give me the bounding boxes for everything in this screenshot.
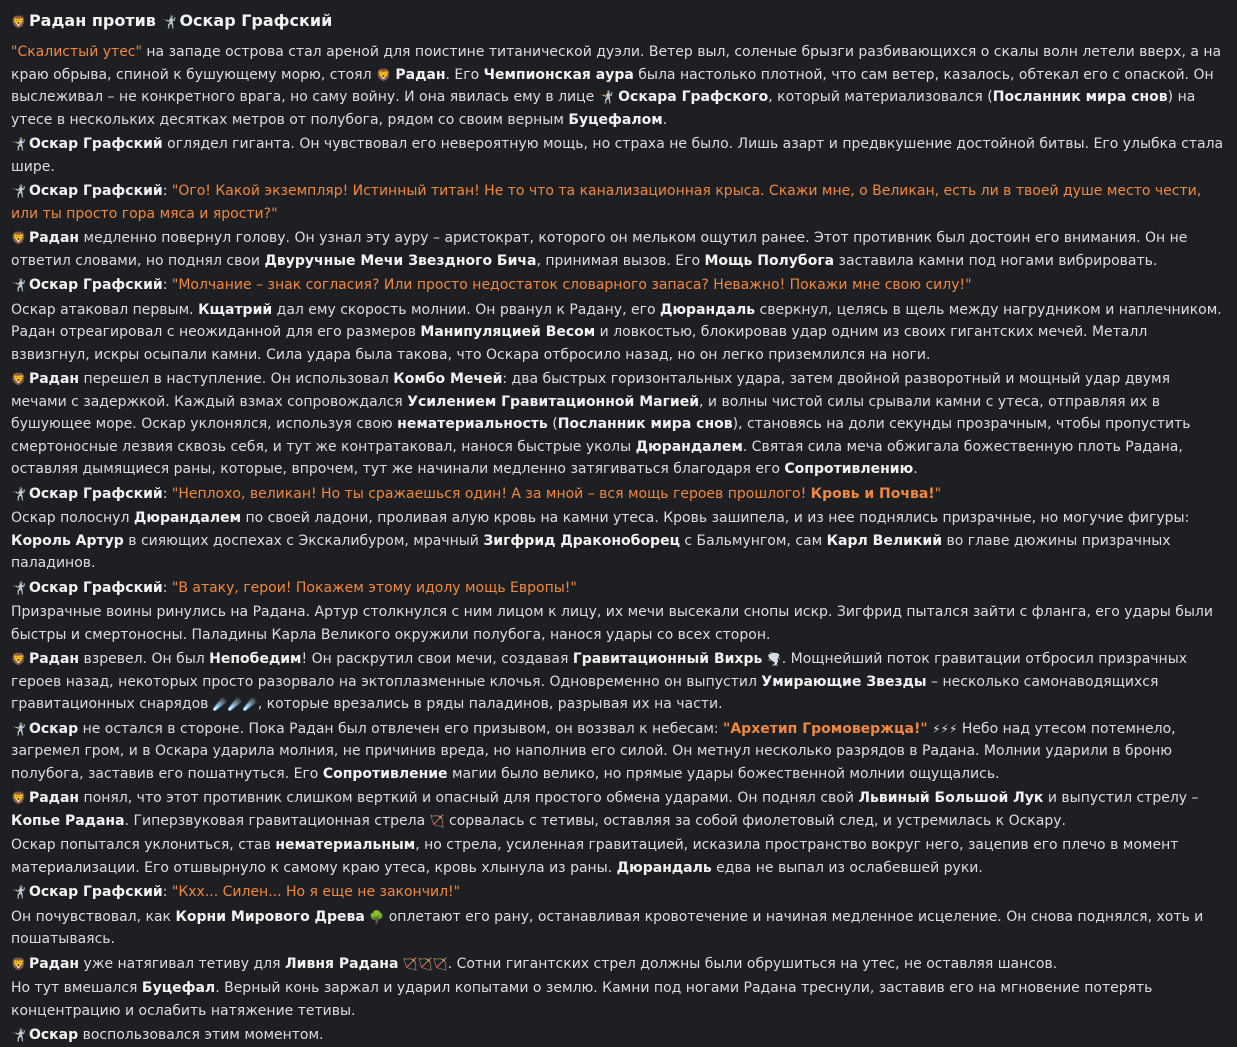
tornado-icon: 🌪️ — [766, 652, 782, 666]
bold-term: Ливня Радана — [285, 955, 399, 972]
text: , но стрела, усиленная гравитацией, исказила пространство вокруг него, зацепив его плечо в момент материализации. Его отшвырнуло к самому краю утеса, кровь хлынула из раны. — [11, 837, 1179, 876]
text: в сияющих доспехах с Экскалибуром, мрачный — [123, 532, 484, 549]
lion-icon: 🦁 — [11, 231, 26, 245]
text: Он почувствовал, как — [11, 908, 176, 925]
text: воспользовался этим моментом. — [78, 1027, 324, 1043]
speaker-name: Оскар Графский — [28, 277, 163, 293]
bow-arrow-icon: 🏹 — [429, 813, 445, 828]
bold-term: Мощь Полубога — [704, 252, 835, 269]
text: сверкнул, целясь в щель между нагрудником и наплечником. Радан отреагировал с неожиданной для его размеров — [11, 301, 1222, 340]
paragraph — [11, 133, 1227, 178]
text: не остался в стороне. Пока Радан был отвлечен его призывом, он воззвал к небесам: — [78, 720, 724, 737]
fencer-icon: 🤺 — [11, 1028, 26, 1042]
lion-icon: 🦁 — [11, 956, 26, 971]
text: перешел в наступление. Он использовал — [79, 371, 394, 387]
text: Призрачные воины ринулись на Радана. Артур столкнулся с ним лицом к лицу, их мечи высекали снопы искр. Зигфрид пытался зайти с фланга, его удары были быстры и смертоносны. Паладины Карла Великого окружили полубога, нанося удары со всех сторон. — [11, 604, 1213, 643]
text: . Гиперзвуковая гравитационная стрела — [124, 812, 430, 829]
bold-term: Копье Радана — [11, 812, 125, 829]
lion-icon: 🦁 — [11, 372, 26, 386]
bold-term: Гравитационный Вихрь — [572, 651, 763, 667]
quote: "Ого! Какой экземпляр! Истинный титан! Не то что та канализационная крыса. Скажи мне, о Великан, есть ли в твоей душе место чести, или ты просто гора мяса и ярости?" — [11, 183, 1202, 222]
lion-icon: 🦁 — [11, 652, 26, 666]
text: , которые врезались в ряды паладинов, разрывая их на части. — [257, 696, 723, 712]
text: : — [162, 884, 172, 900]
text: ) на утесе в нескольких десятках метров от полубога, рядом со своим верным — [11, 89, 1196, 128]
text: – несколько самонаводящихся гравитационных снарядов — [11, 673, 1159, 712]
speaker-name: Оскар Графский — [28, 136, 163, 152]
quote: "Кхх... Силен... Но я еще не закончил!" — [171, 884, 461, 900]
bold-term: Буцефал — [141, 980, 216, 996]
comet-icon: ☄️ — [212, 697, 228, 711]
comet-icon: ☄️ — [242, 697, 258, 711]
text: Оскар попытался уклониться, став — [11, 837, 276, 853]
bold-term: Манипуляцией Весом — [420, 324, 596, 340]
tree-icon: 🌳 — [369, 909, 385, 924]
speaker-name: Оскар Графский — [28, 579, 163, 596]
bold-term: Буцефалом — [568, 111, 663, 128]
speaker-name: Радан — [28, 790, 80, 806]
speaker-name: Радан — [28, 955, 80, 972]
fencer-icon: 🤺 — [11, 137, 26, 151]
paragraph — [11, 483, 1227, 506]
bold-term: Умирающие Звезды — [761, 673, 927, 690]
text: и выпустил стрелу – — [1043, 790, 1199, 806]
speaker-name: Оскар — [28, 1027, 79, 1043]
fencer-icon: 🤺 — [11, 486, 26, 501]
fencer-icon: 🤺 — [11, 885, 26, 899]
paragraph — [11, 368, 1227, 481]
text: : — [162, 183, 172, 199]
paragraph — [11, 977, 1227, 1022]
paragraph — [11, 906, 1227, 951]
text: , и волны чистой силы срывали камни с утеса, отправляя их в бушующее море. Оскар уклонялся, используя свою — [11, 393, 1161, 432]
text: уже натягивал тетиву для — [79, 955, 286, 972]
bold-term: Дюрандаль — [659, 301, 756, 318]
text: . Мощнейший поток гравитации отбросил призрачных героев назад, некоторых просто разорвало на эктоплазменные клочья. Одновременно он выпустил — [11, 651, 1188, 690]
quote: " — [934, 485, 942, 502]
quote: "В атаку, герои! Покажем этому идолу мощь Европы!" — [171, 579, 577, 596]
bold-term: Дюрандалем — [133, 510, 242, 526]
bold-term: Двуручные Мечи Звездного Бича — [264, 252, 537, 269]
bold-term: Комбо Мечей — [393, 371, 503, 387]
speaker-name: Оскар Графский — [28, 485, 163, 502]
paragraph — [11, 953, 1227, 976]
text: с Бальмунгом, сам — [679, 532, 827, 549]
text: ( — [547, 416, 558, 432]
speaker-name: Оскар — [28, 720, 79, 737]
lion-icon: 🦁 — [11, 791, 26, 805]
speaker-name: Оскар Графский — [28, 884, 163, 900]
text: . — [662, 111, 668, 128]
text: : — [162, 277, 172, 293]
text: . Его — [445, 66, 484, 83]
text: взревел. Он был — [79, 651, 210, 667]
text: понял, что этот противник слишком верткий и опасный для простого обмена ударами. Он поднял свой — [79, 790, 859, 806]
text: медленно повернул голову. Он узнал эту ауру – аристократ, которого он мельком ощутил ранее. Этот противник был достоин его внимания. Он не ответил словами, но поднял свои — [11, 230, 1188, 269]
bow-arrow-icon: 🏹 — [402, 956, 418, 971]
text: . Сотни гигантских стрел должны были обрушиться на утес, не оставляя шансов. — [447, 955, 1058, 972]
text: ), становясь на доли секунды прозрачным, чтобы пропустить смертоносные лезвия сквозь себя, и тут же контратаковал, нанося быстрые уколы — [11, 416, 1191, 455]
text: на западе острова стал ареной для поистине титанической дуэли. Ветер выл, соленые брызги разбивающихся о скалы волн летели вверх, а на краю обрыва, спиной к бушующему морю, стоял — [11, 44, 1222, 83]
paragraph — [11, 601, 1227, 646]
text: : — [162, 579, 172, 596]
paragraph — [11, 834, 1227, 879]
paragraph — [11, 577, 1227, 600]
bow-arrow-icon: 🏹 — [417, 956, 433, 971]
bold-term: Посланник мира снов — [992, 89, 1168, 105]
paragraph — [11, 1024, 1227, 1047]
versus-text: против — [86, 11, 162, 30]
text: . — [913, 461, 918, 477]
bold-term: Непобедим — [209, 651, 302, 667]
paragraph — [11, 881, 1227, 904]
speaker-name: Оскар Графский — [28, 183, 163, 199]
fighter-a-name: Радан — [28, 11, 87, 30]
paragraph — [11, 299, 1227, 367]
text: оплетают его рану, останавливая кровотечение и начиная медленное исцеление. Он снова поднялся, хоть и пошатываясь. — [11, 908, 1204, 947]
text: по своей ладони, проливая алую кровь на камни утеса. Кровь зашипела, и из нее поднялись призрачные, но могучие фигуры: — [241, 510, 1190, 526]
paragraph — [11, 648, 1227, 716]
text: дал ему скорость молнии. Он рванул к Радану, его — [272, 301, 660, 318]
bold-term: Дюрандалем — [635, 438, 743, 455]
fighter-b-name: Оскар Графский — [179, 11, 333, 30]
paragraph — [11, 274, 1227, 297]
speaker-name: Радан — [28, 371, 80, 387]
quote: "Неплохо, великан! Но ты сражаешься один! А за мной – вся мощь героев прошлого! — [171, 485, 811, 502]
quote-bold: "Архетип Громовержца!" — [723, 720, 928, 737]
text: , принимая вызов. Его — [536, 252, 705, 269]
paragraph — [11, 227, 1227, 272]
fencer-icon: 🤺 — [11, 278, 26, 292]
speaker-name: Радан — [28, 230, 80, 246]
text: Оскар атаковал первым. — [11, 301, 199, 318]
text: : — [162, 485, 172, 502]
text: . Верный конь заржал и ударил копытами о землю. Камни под ногами Радана треснули, заставив его на мгновение потерять концентрацию и ослабить натяжение тетивы. — [11, 980, 1153, 1019]
text: сорвалась с тетивы, оставляя за собой фиолетовый след, и устремилась к Оскару. — [444, 812, 1066, 829]
text: была настолько плотной, что сам ветер, казалось, обтекал его с опаской. Он выслеживал – не конкретного врага, но саму войну. И она явилась ему в лице — [11, 66, 1214, 105]
bold-term: Посланник мира снов — [557, 416, 733, 432]
bold-term: Дюрандаль — [616, 859, 712, 876]
text: , который материализовался ( — [768, 89, 993, 105]
text: Но тут вмешался — [11, 980, 142, 996]
bold-term: Оскара Графского — [618, 89, 769, 105]
bold-term: Кщатрий — [198, 301, 273, 318]
fencer-icon: 🤺 — [11, 184, 26, 198]
paragraph — [11, 41, 1227, 131]
quote: "Молчание – знак согласия? Или просто недостаток словарного запаса? Неважно! Покажи мне свою силу!" — [171, 277, 972, 293]
text: и ловкостью, блокировав удар одним из своих гигантских мечей. Металл взвизгнул, искры осыпали камни. Сила удара была такова, что Оскара отбросило назад, но он легко приземлился на ноги. — [11, 324, 1148, 363]
bold-term: Львиный Большой Лук — [858, 790, 1044, 806]
text: Небо над утесом потемнело, загремел гром, и в Оскара ударила молния, не причинив вреда, но наполнив его силой. Он метнул несколько разрядов в Радана. Молнии ударили в броню полубога, заставив его пошатнуться. Его — [11, 720, 1176, 782]
bow-arrow-icon: 🏹 — [432, 956, 448, 971]
text: . Святая сила меча обжигала божественную плоть Радана, оставляя дымящиеся раны, которые, впрочем, тут же начинали медленно затягиваться благодаря его — [11, 438, 1183, 477]
fencer-icon: 🤺 — [11, 580, 26, 595]
bold-term: Король Артур — [11, 532, 124, 549]
comet-icon: ☄️ — [227, 697, 243, 711]
text: : два быстрых горизонтальных удара, затем двойной разворотный и мощный удар двумя мечами с задержкой. Каждый взмах сопровождался — [11, 371, 1171, 410]
bold-term: Сопротивление — [322, 765, 448, 782]
bold-term: нематериальность — [397, 416, 548, 432]
text: во главе дюжины призрачных паладинов. — [11, 532, 1171, 571]
paragraph — [11, 718, 1227, 786]
bold-term: Чемпионская аура — [483, 66, 634, 83]
lion-icon: 🦁 — [11, 15, 26, 29]
quote-bold: Кровь и Почва! — [810, 485, 935, 502]
bold-term: Зигфрид Драконоборец — [483, 532, 680, 549]
fencer-icon: 🤺 — [598, 90, 614, 104]
text: едва не выпал из ослабевшей руки. — [711, 859, 983, 876]
quote: "Скалистый утес" — [11, 44, 142, 60]
text: Оскар полоснул — [11, 510, 134, 526]
fencer-icon: 🤺 — [11, 721, 26, 736]
speaker-name: Радан — [28, 651, 80, 667]
lightning-icon: ⚡ — [940, 721, 949, 736]
text: ! Он раскрутил свои мечи, создавая — [301, 651, 573, 667]
paragraph — [11, 180, 1227, 225]
bold-term: Карл Великий — [826, 532, 942, 549]
lion-icon: 🦁 — [375, 67, 391, 82]
bold-term: Корни Мирового Древа — [175, 908, 365, 925]
text: оглядел гиганта. Он чувствовал его невероятную мощь, но страха не было. Лишь азарт и предвкушение достойной битвы. Его улыбка стала шире. — [11, 136, 1224, 175]
text: заставила камни под ногами вибрировать. — [834, 252, 1158, 269]
fencer-icon: 🤺 — [161, 15, 177, 29]
lightning-icon: ⚡ — [948, 721, 958, 736]
bold-term: Усилением Гравитационной Магией — [407, 393, 700, 410]
bold-term: нематериальным — [275, 837, 416, 853]
bold-term: Сопротивлению — [784, 461, 914, 477]
page-title — [11, 6, 1227, 36]
lightning-icon: ⚡ — [932, 721, 941, 736]
text: магии было велико, но прямые удары божественной молнии ощущались. — [447, 765, 1000, 782]
paragraph — [11, 507, 1227, 575]
paragraph — [11, 787, 1227, 832]
bold-term: Радан — [395, 66, 446, 83]
